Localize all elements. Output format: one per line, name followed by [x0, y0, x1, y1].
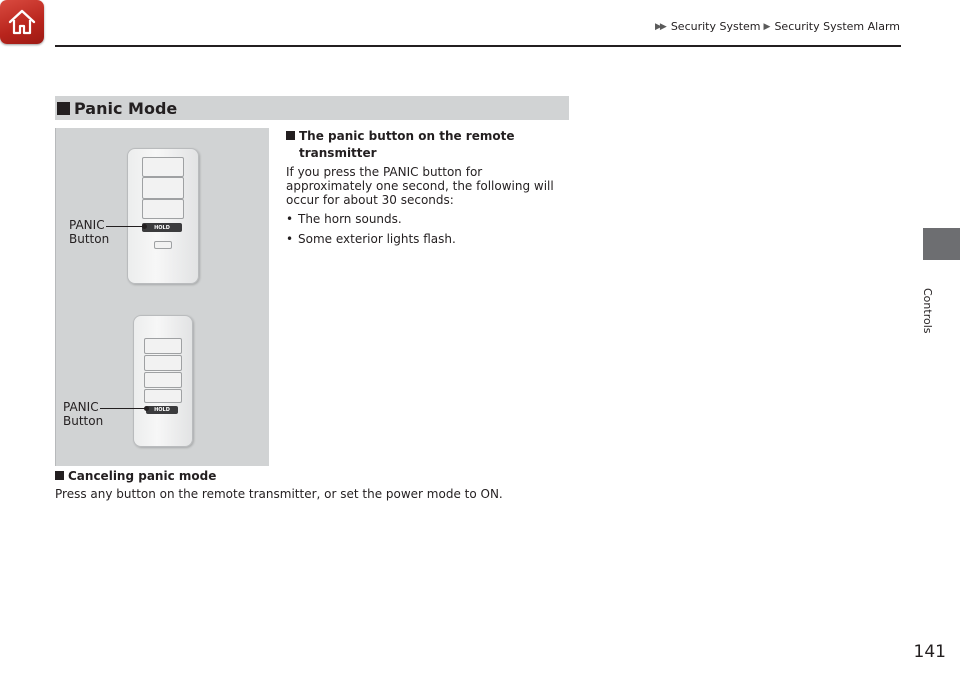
callout-line-2: Button: [69, 232, 110, 246]
breadcrumb-arrow-icon: ▶▶: [654, 21, 665, 32]
callout-line-2: Button: [63, 414, 104, 428]
fob-key-slot: [154, 241, 172, 249]
callout-leader: [106, 226, 144, 227]
heading-line-1: The panic button on the remote: [299, 129, 515, 143]
panic-button-body: [286, 165, 554, 207]
fob-button: [144, 338, 182, 354]
fob-button: [142, 157, 184, 177]
bullet-text: The horn sounds.: [298, 212, 402, 226]
heading-square-icon: [286, 131, 295, 140]
panic-button-heading-cont: transmitter: [299, 146, 377, 160]
canceling-heading: [55, 468, 216, 484]
fob-button: [144, 355, 182, 371]
home-icon: [7, 8, 37, 36]
section-square-icon: [57, 102, 70, 115]
panic-button-heading: [286, 128, 515, 144]
callout-leader: [100, 408, 146, 409]
body-line: occur for about 30 seconds:: [286, 193, 454, 207]
callout-line-1: PANIC: [69, 218, 105, 232]
section-tab[interactable]: [923, 228, 960, 260]
fob-panic-hold-button: [142, 223, 182, 232]
fob-button: [142, 177, 184, 199]
page-number: 141: [913, 642, 946, 662]
section-header: [55, 96, 569, 120]
home-button[interactable]: [0, 0, 44, 44]
fob-panic-hold-button: [146, 406, 178, 414]
section-title: Panic Mode: [74, 98, 178, 118]
remote-transmitter-figure: [55, 128, 269, 466]
body-line: approximately one second, the following will: [286, 179, 554, 193]
fob-button: [144, 389, 182, 403]
callout-panic-button-bottom: [63, 400, 103, 428]
header-rule: [55, 45, 901, 47]
bullet-icon: •: [286, 232, 294, 246]
bullet-item: [286, 212, 402, 226]
canceling-body: Press any button on the remote transmitter, or set the power mode to ON.: [55, 487, 503, 501]
callout-dot: [142, 224, 147, 229]
callout-line-1: PANIC: [63, 400, 99, 414]
remote-fob-top: [127, 148, 199, 284]
body-line: If you press the PANIC button for: [286, 165, 483, 179]
section-label: Controls: [921, 288, 934, 334]
bullet-item: [286, 232, 456, 246]
bullet-icon: •: [286, 212, 294, 226]
hold-label: HOLD: [154, 224, 170, 231]
fob-button: [142, 199, 184, 219]
heading-square-icon: [55, 471, 64, 480]
hold-label: HOLD: [154, 407, 170, 413]
callout-panic-button-top: [69, 218, 109, 246]
breadcrumb: [655, 20, 900, 33]
breadcrumb-arrow-icon: ▶: [763, 21, 769, 32]
breadcrumb-item-security-system[interactable]: Security System: [670, 20, 761, 33]
heading-text: Canceling panic mode: [68, 469, 217, 483]
callout-dot: [144, 406, 149, 411]
bullet-text: Some exterior lights flash.: [298, 232, 456, 246]
breadcrumb-item-security-system-alarm[interactable]: Security System Alarm: [774, 20, 900, 33]
remote-fob-bottom: [133, 315, 193, 447]
fob-button: [144, 372, 182, 388]
